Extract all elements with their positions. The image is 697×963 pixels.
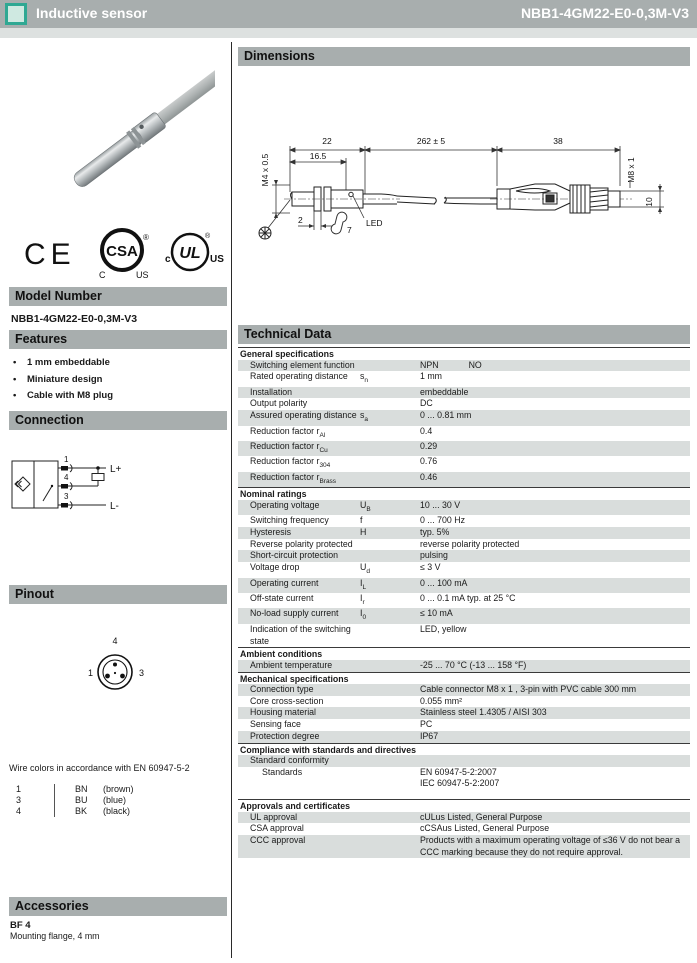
- brand-logo-icon: [5, 3, 27, 25]
- ground-symbol-icon: [259, 227, 271, 239]
- pinout-pin3-label: 3: [139, 668, 145, 678]
- tech-row-symbol: [360, 398, 420, 410]
- wire-color-row: 4 BK (black): [16, 806, 131, 816]
- tech-row-value: Cable connector M8 x 1 , 3-pin with PVC cable 300 mm: [420, 684, 637, 695]
- tech-row-value: NPN NO: [420, 359, 482, 370]
- wire-color-row: 1 BN (brown): [16, 784, 134, 794]
- tech-row: [238, 660, 690, 672]
- tech-row-symbol: $s_a$: [360, 410, 369, 423]
- tech-row-value: PC: [420, 719, 433, 730]
- tech-section-title: Ambient conditions: [238, 647, 690, 660]
- svg-text:®: ®: [143, 233, 149, 242]
- features-header: Features: [9, 330, 227, 349]
- tech-row-symbol: [360, 426, 420, 441]
- tech-row-value: Stainless steel 1.4305 / AISI 303: [420, 707, 547, 718]
- tech-row-label: Assured operating distance: [250, 410, 357, 421]
- tech-row: [238, 755, 690, 767]
- tech-row: [238, 527, 690, 539]
- conn-pin3-label: 3: [64, 492, 69, 501]
- wire-colors-table: [16, 784, 134, 817]
- tech-section: [238, 487, 690, 647]
- tech-row-value: pulsing: [420, 550, 448, 561]
- tech-row: [238, 371, 690, 386]
- tech-row-label: Standard conformity: [250, 755, 329, 766]
- tech-row-symbol: [360, 441, 420, 456]
- tech-row-symbol: [360, 767, 420, 790]
- tech-row-symbol: [360, 823, 420, 835]
- certification-logos: [0, 222, 230, 282]
- tech-row: [238, 719, 690, 731]
- tech-row-value: 0.29: [420, 440, 438, 451]
- features-list: [13, 357, 223, 407]
- tech-row-label: Hysteresis: [250, 526, 292, 537]
- tech-row-label: CSA approval: [250, 823, 304, 834]
- tech-row-symbol: [360, 387, 420, 399]
- tech-row-symbol: [360, 660, 420, 672]
- dim-thread-right: M8 x 1: [626, 157, 636, 183]
- tech-row-label: Reverse polarity protected: [250, 538, 353, 549]
- tech-row: [238, 500, 690, 515]
- tech-row: [238, 608, 690, 623]
- tech-row-value: Products with a maximum operating voltage of ≤36 V do not bear a CCC marking because they do not require approval.: [420, 835, 681, 857]
- tech-row-value: IP67: [420, 730, 439, 741]
- tech-row: [238, 472, 690, 487]
- pinout-pin1-label: 1: [88, 668, 94, 678]
- tech-row: [238, 441, 690, 456]
- connection-header: Connection: [9, 411, 227, 430]
- tech-row: [238, 731, 690, 743]
- product-type-title: Inductive sensor: [36, 5, 148, 21]
- tech-row-label: Sensing face: [250, 719, 301, 730]
- tech-row-label: Short-circuit protection: [250, 550, 339, 561]
- tech-row-value: 0 ... 700 Hz: [420, 515, 465, 526]
- tech-section-title: General specifications: [238, 347, 690, 360]
- dim-wrench-size: 7: [347, 225, 352, 235]
- tech-row-symbol: $U_B$: [360, 499, 371, 513]
- tech-section: [238, 647, 690, 671]
- tech-row-label: Off-state current: [250, 593, 314, 603]
- tech-row-value: typ. 5%: [420, 526, 450, 537]
- model-number-header: Model Number: [9, 287, 227, 306]
- tech-row-value: 1 mm: [420, 371, 442, 382]
- tech-row: [238, 624, 690, 647]
- header-bar: [0, 0, 697, 28]
- tech-row-label: No-load supply current: [250, 608, 339, 619]
- dim-plug-length: 38: [553, 136, 563, 146]
- tech-row-symbol: [360, 719, 420, 731]
- tech-row-label: Connection type: [250, 684, 314, 695]
- tech-section-title: Mechanical specifications: [238, 672, 690, 685]
- tech-row-symbol: [360, 539, 420, 551]
- tech-row-symbol: [360, 684, 420, 696]
- tech-row-label: UL approval: [250, 811, 298, 822]
- tech-row-symbol: [360, 835, 420, 858]
- pinout-header: Pinout: [9, 585, 227, 604]
- bullet-icon: •: [13, 373, 17, 385]
- tech-section-title: Approvals and certificates: [238, 799, 690, 812]
- tech-row-symbol: f: [360, 515, 363, 526]
- tech-row: [238, 696, 690, 708]
- tech-row-label: Ambient temperature: [250, 659, 333, 670]
- pin3-dot-icon: [120, 674, 125, 679]
- tech-row-value: [420, 755, 690, 767]
- svg-text:UL: UL: [179, 245, 201, 262]
- header-model-number: NBB1-4GM22-E0-0,3M-V3: [520, 5, 689, 21]
- tech-section-title: Nominal ratings: [238, 487, 690, 500]
- tech-row-value: LED, yellow: [420, 623, 467, 634]
- tech-row-value: 0.76: [420, 456, 438, 467]
- dim-thread-left: M4 x 0.5: [260, 153, 270, 187]
- svg-text:US: US: [136, 270, 149, 280]
- wire-colors-note: Wire colors in accordance with EN 60947-5-2: [9, 763, 190, 773]
- svg-text:US: US: [210, 254, 224, 265]
- pin1-dot-icon: [105, 674, 110, 679]
- tech-row: [238, 812, 690, 824]
- tech-section: [238, 347, 690, 487]
- tech-row-value: DC: [420, 398, 433, 409]
- accessory-name: BF 4: [10, 920, 31, 931]
- dim-thread-length: 16.5: [309, 151, 327, 161]
- conn-pin1-label: 1: [64, 455, 69, 464]
- tech-row: [238, 684, 690, 696]
- accessory-description: Mounting flange, 4 mm: [10, 931, 100, 941]
- tech-row: [238, 515, 690, 527]
- tech-row-symbol: H: [360, 526, 367, 537]
- tech-row-label: Output polarity: [250, 398, 308, 409]
- tech-row-value: 0 ... 0.81 mm: [420, 410, 472, 421]
- tech-row-symbol: $I_r$: [360, 593, 365, 606]
- tech-row-symbol: [360, 472, 420, 487]
- tech-row-value: 0.4: [420, 425, 433, 436]
- lminus-label: L-: [110, 501, 119, 512]
- tech-row-value: reverse polarity protected: [420, 538, 520, 549]
- tech-row-symbol: $U_d$: [360, 562, 370, 575]
- tech-row-label: Reduction factor $r_{Brass}$: [250, 471, 337, 485]
- product-photo: [45, 48, 215, 223]
- tech-row-symbol: [360, 707, 420, 719]
- tech-row: [238, 593, 690, 608]
- tech-row-label: Protection degree: [250, 730, 320, 741]
- pin4-dot-icon: [113, 663, 117, 667]
- tech-row-symbol: [360, 812, 420, 824]
- tech-row-label: Voltage drop: [250, 562, 300, 573]
- accessories-header: Accessories: [9, 897, 227, 916]
- tech-section: [238, 799, 690, 858]
- tech-row: [238, 398, 690, 410]
- tech-row-label: CCC approval: [250, 835, 306, 846]
- svg-text:®: ®: [205, 233, 211, 240]
- dim-plug-diameter: 10: [644, 197, 654, 207]
- tech-row-symbol: [360, 731, 420, 743]
- tech-row-label: Standards: [262, 766, 303, 777]
- tech-row-value: cULus Listed, General Purpose: [420, 811, 543, 822]
- tech-row-label: Switching frequency: [250, 515, 329, 526]
- pinout-diagram: [55, 628, 175, 708]
- tech-row: [238, 360, 690, 372]
- dimensions-header: Dimensions: [238, 47, 690, 66]
- sensor-symbol-icon: [15, 477, 30, 491]
- tech-row: [238, 707, 690, 719]
- tech-row-label: Installation: [250, 386, 293, 397]
- tech-row-value: 0 ... 100 mA: [420, 577, 468, 588]
- svg-text:c: c: [165, 254, 171, 265]
- lplus-label: L+: [110, 464, 122, 475]
- model-number-value: NBB1-4GM22-E0-0,3M-V3: [11, 313, 138, 325]
- technical-data-table: [238, 347, 690, 858]
- column-divider: [231, 42, 232, 958]
- tech-row-symbol: $I_0$: [360, 608, 367, 622]
- tech-row-label: Reduction factor $r_{Cu}$: [250, 440, 328, 454]
- pinout-pin4-label: 4: [112, 636, 118, 646]
- tech-row: [238, 410, 690, 425]
- ce-mark-icon: CE: [24, 238, 76, 271]
- svg-text:C: C: [99, 270, 106, 280]
- tech-row-value: cCSAus Listed, General Purpose: [420, 823, 550, 834]
- dim-nut-width: 2: [298, 215, 303, 225]
- tech-row: [238, 823, 690, 835]
- feature-item: • 1 mm embeddable: [13, 357, 110, 368]
- dimension-drawing: [240, 130, 695, 265]
- tech-row: [238, 767, 690, 790]
- tech-row-label: Housing material: [250, 707, 317, 718]
- tech-row-value: 10 ... 30 V: [420, 499, 461, 510]
- tech-row-value: -25 ... 70 °C (-13 ... 158 °F): [420, 659, 527, 670]
- tech-row-value: ≤ 10 mA: [420, 608, 453, 619]
- dim-body-length: 22: [322, 136, 332, 146]
- tech-row: [238, 578, 690, 593]
- tech-row-label: Operating current: [250, 577, 319, 588]
- dim-cable-length: 262 ± 5: [416, 136, 446, 146]
- tech-section: [238, 743, 690, 791]
- feature-item: • Miniature design: [13, 373, 103, 385]
- feature-item: • Cable with M8 plug: [13, 390, 114, 401]
- tech-row-symbol: [360, 550, 420, 562]
- tech-row: [238, 539, 690, 551]
- csa-mark-icon: [99, 230, 149, 280]
- bullet-icon: •: [13, 357, 17, 368]
- tech-row: [238, 456, 690, 471]
- tech-row: [238, 426, 690, 441]
- wire-color-row: 3 BU (blue): [16, 795, 127, 805]
- tech-row-symbol: [360, 624, 420, 647]
- tech-row: [238, 562, 690, 577]
- tech-row: [238, 387, 690, 399]
- technical-data-header: Technical Data: [238, 325, 690, 344]
- tech-row-symbol: $s_n$: [360, 371, 369, 384]
- tech-row-label: Indication of the switching state: [250, 623, 351, 646]
- tech-section-title: Compliance with standards and directives: [238, 743, 690, 756]
- header-strip: [0, 28, 697, 38]
- tech-row-value: EN 60947-5-2:2007 IEC 60947-5-2:2007: [420, 766, 500, 789]
- tech-row-symbol: [360, 360, 420, 372]
- tech-row-symbol: $I_L$: [360, 577, 367, 591]
- tech-row-value: ≤ 3 V: [420, 562, 441, 573]
- tech-row-symbol: [360, 456, 420, 471]
- tech-row-symbol: [360, 755, 420, 767]
- svg-text:CSA: CSA: [106, 243, 138, 260]
- tech-row-value: 0 ... 0.1 mA typ. at 25 °C: [420, 593, 516, 603]
- tech-row-value: 0.055 mm²: [420, 695, 463, 706]
- bullet-icon: •: [13, 390, 17, 401]
- tech-row-value: embeddable: [420, 386, 469, 397]
- tech-row-label: Rated operating distance: [250, 371, 348, 382]
- tech-row-value: 0.46: [420, 471, 438, 482]
- tech-row-label: Operating voltage: [250, 499, 320, 510]
- tech-row-label: Reduction factor $r_{Al}$: [250, 425, 326, 439]
- led-label: LED: [366, 218, 383, 228]
- tech-row: [238, 835, 690, 858]
- tech-row: [238, 550, 690, 562]
- connection-diagram: [8, 448, 188, 528]
- tech-row-label: Reduction factor $r_{304}$: [250, 456, 331, 470]
- tech-row-symbol: [360, 696, 420, 708]
- conn-pin4-label: 4: [64, 473, 69, 482]
- ul-mark-icon: [165, 232, 224, 270]
- tech-row-label: Core cross-section: [250, 695, 324, 706]
- tech-section: [238, 672, 690, 743]
- tech-row-label: Switching element function: [250, 359, 355, 370]
